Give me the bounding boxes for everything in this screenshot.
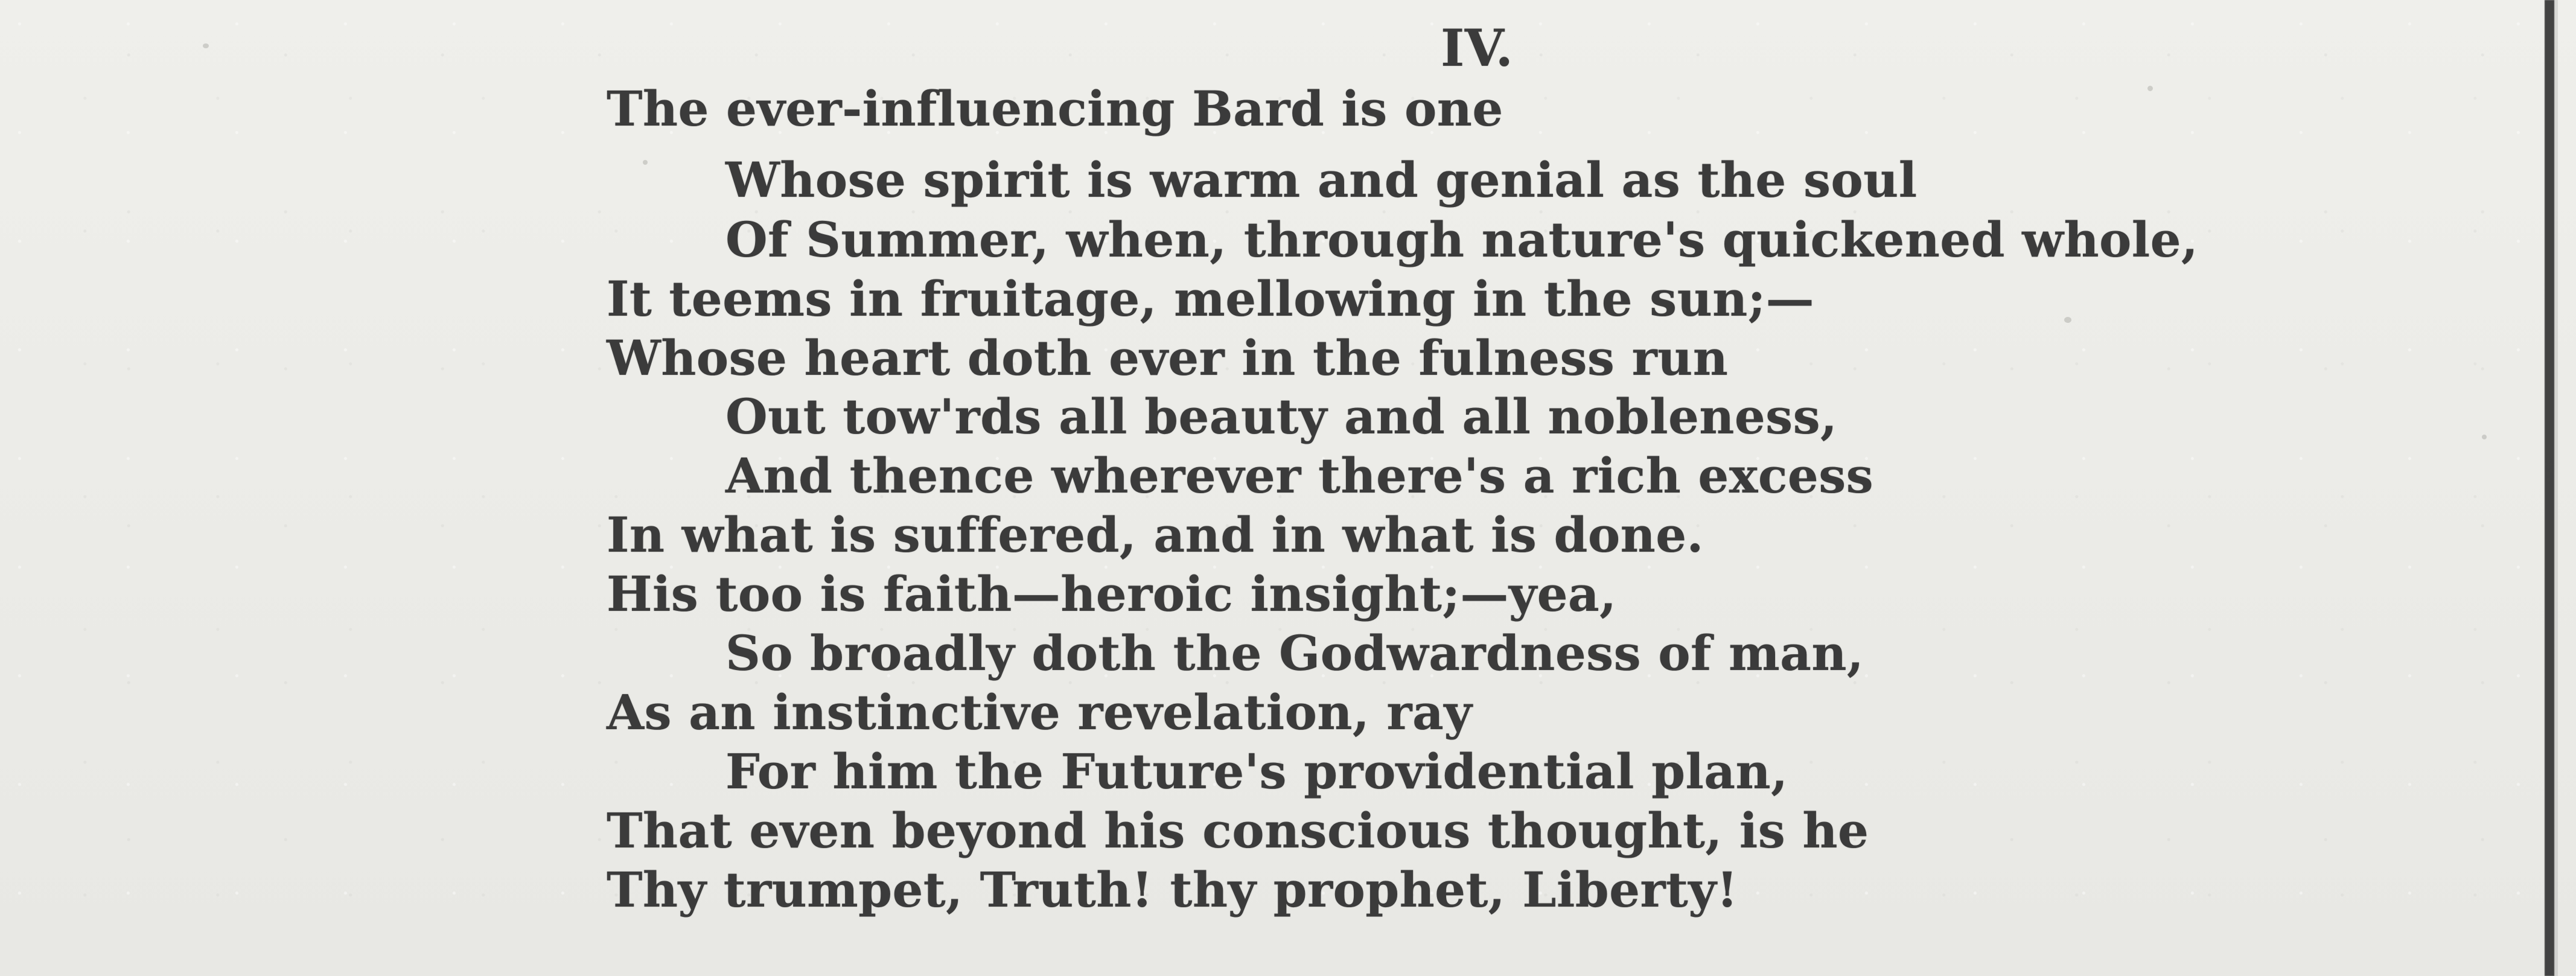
section-number: IV. xyxy=(1441,18,1514,78)
poem-line: That even beyond his conscious thought, is he xyxy=(607,802,1869,859)
vertical-rule-shadow xyxy=(2553,0,2558,976)
poem-line: Whose heart doth ever in the fulness run xyxy=(607,330,1729,386)
paper-speck xyxy=(203,43,209,48)
poem-line: It teems in fruitage, mellowing in the sun;— xyxy=(607,270,1815,327)
poem-line: For him the Future's providential plan, xyxy=(725,743,1788,800)
poem-line: Whose spirit is warm and genial as the soul xyxy=(725,152,1918,208)
poem-line: Of Summer, when, through nature's quickened whole, xyxy=(725,211,2199,268)
poem-line: Out tow'rds all beauty and all nobleness, xyxy=(725,388,1838,445)
poem-line: Thy trumpet, Truth! thy prophet, Liberty! xyxy=(607,861,1738,918)
poem-section xyxy=(607,0,2357,976)
poem-line: So broadly doth the Godwardness of man, xyxy=(725,625,1864,681)
paper-speck xyxy=(2482,435,2487,439)
poem-line: As an instinctive revelation, ray xyxy=(607,684,1473,741)
poem-line: The ever-influencing Bard is one xyxy=(607,80,1503,137)
poem-line: In what is suffered, and in what is done. xyxy=(607,506,1704,563)
poem-line: His too is faith—heroic insight;—yea, xyxy=(607,566,1617,622)
poem-line: And thence wherever there's a rich excess xyxy=(725,447,1874,504)
